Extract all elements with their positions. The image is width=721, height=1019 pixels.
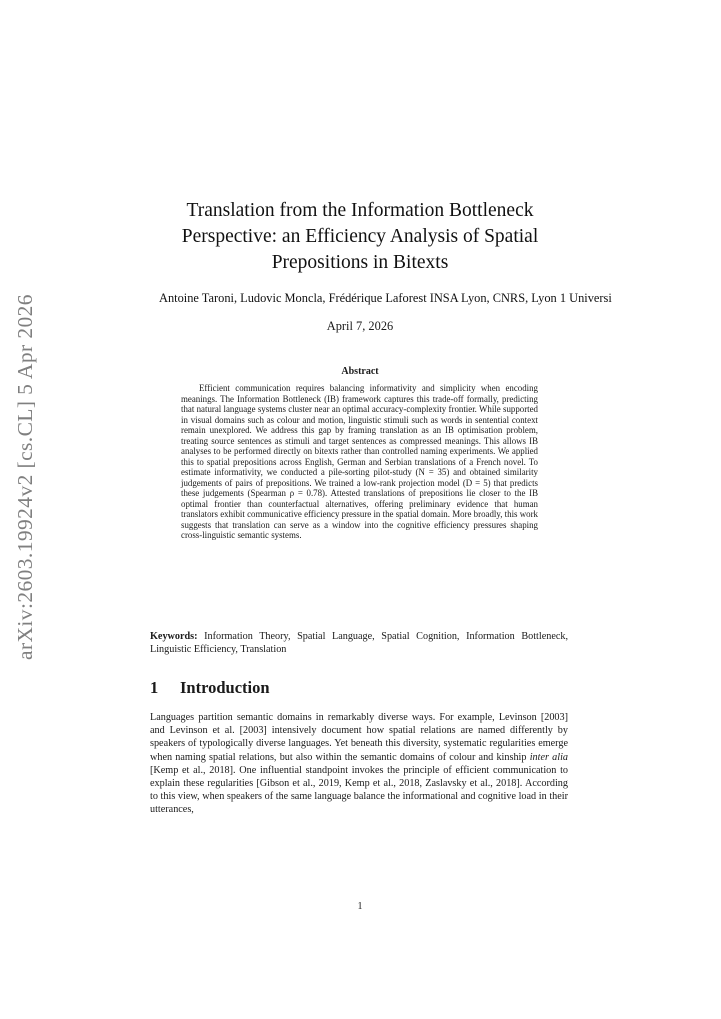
keywords-label: Keywords: bbox=[150, 631, 198, 642]
keywords-text: Information Theory, Spatial Language, Spatial Cognition, Information Bottleneck, Linguistic Efficiency, Translation bbox=[150, 631, 568, 656]
author-list: Antoine Taroni, Ludovic Moncla, Frédérique Laforest INSA Lyon, CNRS, Lyon 1 Universi bbox=[159, 291, 612, 305]
page-number: 1 bbox=[357, 901, 363, 912]
intro-text-part2: [Kemp et al., 2018]. One influential standpoint invokes the principle of efficient communication to explain these regularities [Gibson et al., 2019, Kemp et al., 2018, Zaslavsky et al., 2018]. According to this view, when speakers of the same language balance the informational and cognitive load in their utterances, bbox=[150, 764, 568, 816]
paper-title: Translation from the Information Bottleneck Perspective: an Efficiency Analysis of Spatial Prepositions in Bitexts bbox=[181, 200, 539, 273]
paper-date: April 7, 2026 bbox=[326, 319, 394, 333]
intro-emphasis: inter alia bbox=[529, 751, 568, 763]
arxiv-identifier-stamp: arXiv:2603.19924v2 [cs.CL] 5 Apr 2026 bbox=[13, 294, 37, 660]
keywords-block bbox=[150, 630, 568, 656]
section-number: 1 bbox=[150, 678, 159, 697]
abstract-heading: Abstract bbox=[341, 366, 379, 377]
intro-text-part1: Languages partition semantic domains in remarkably diverse ways. For example, Levinson [2003] and Levinson et al. [2003] intensively document how spatial relations are named differently by speakers of typologically diverse languages. Yet beneath this diversity, systematic regularities emerge when naming spatial relations, but also within the semantic domains of colour and kinship bbox=[150, 712, 568, 763]
section-title: Introduction bbox=[180, 678, 270, 697]
introduction-paragraph bbox=[150, 711, 568, 817]
abstract-text: Efficient communication requires balancing informativity and simplicity when encoding meanings. The Information Bottleneck (IB) framework captures this trade-off formally, predicting that natural language systems cluster near an optimal accuracy-complexity frontier. While supported in visual domains such as colour and motion, linguistic stimuli such as words in sentential context remain unexplored. We address this gap by framing translation as an IB optimisation problem, treating source sentences as stimuli and target sentences as compressed meanings. This allows IB analyses to be performed directly on bitexts rather than controlled naming experiments. We applied this to spatial prepositions across English, German and Serbian translations of a French novel. To estimate informativity, we conducted a pile-sorting pilot-study (N = 35) and obtained similarity judgements of pairs of prepositions. We trained a low-rank projection model (D = 5) that predicts these judgements (Spearman ρ = 0.78). Attested translations of prepositions lie closer to the IB optimal frontier than counterfactual alternatives, offering preliminary evidence that human translators exhibit communicative efficiency pressure in the spatial domain. More broadly, this work suggests that translation can serve as a window into the cognitive efficiency pressures shaping cross-linguistic semantic systems. bbox=[181, 383, 538, 540]
section-heading-introduction bbox=[150, 678, 270, 698]
